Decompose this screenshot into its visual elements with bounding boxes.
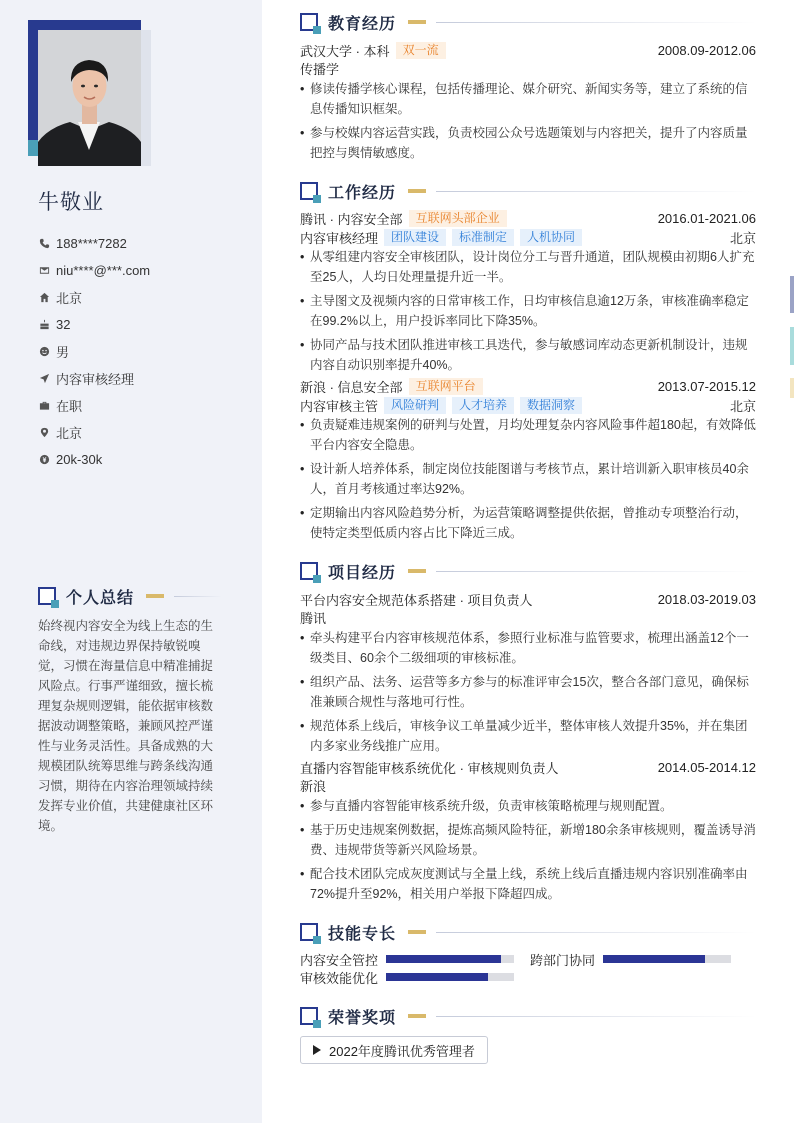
award-badge — [300, 1036, 488, 1064]
job-block — [300, 209, 756, 379]
project-period: 2018.03-2019.03 — [657, 592, 756, 607]
gender-icon — [38, 346, 50, 358]
job-header — [300, 209, 756, 228]
list-item: • 协同产品与技术团队推进审核工具迭代，参与敏感词库动态更新机制设计，违规内容自动识别率提升40%。 — [300, 335, 756, 375]
section-square-icon — [38, 587, 56, 605]
salary-icon — [38, 454, 50, 466]
education-period: 2008.09-2012.06 — [657, 43, 756, 58]
education-block — [300, 41, 756, 167]
list-item: • 设计新人培养体系，制定岗位技能图谱与考核节点，累计培训新入职审核员40余人，首月考核通过率达92%。 — [300, 459, 756, 499]
send-icon — [38, 373, 50, 385]
avatar-illustration — [38, 30, 141, 166]
skill-name: 内容安全管控 — [300, 952, 379, 968]
project-period: 2014.05-2014.12 — [657, 760, 756, 775]
summary-section-title: 个人总结 — [38, 586, 222, 606]
company-name: 腾讯 · 内容安全部 — [300, 212, 403, 227]
section-square-icon — [300, 923, 318, 941]
school-name: 武汉大学 · 本科 — [300, 44, 390, 59]
location-icon — [38, 427, 50, 439]
edge-mark — [790, 327, 794, 365]
info-salary: 20k-30k — [38, 446, 150, 473]
list-item: • 负责疑难违规案例的研判与处置，月均处理复杂内容风险事件超180起，有效降低平台内容安全隐患。 — [300, 415, 756, 455]
education-section-title: 教育经历 — [300, 12, 756, 32]
info-residence: 北京 — [38, 284, 150, 311]
list-item: • 修读传播学核心课程，包括传播理论、媒介研究、新闻实务等，建立了系统的信息传播知识框架。 — [300, 79, 756, 119]
skill-tag: 人机协同 — [520, 229, 582, 246]
info-job-target: 内容审核经理 — [38, 365, 150, 392]
info-location: 北京 — [38, 419, 150, 446]
contact-info-list — [38, 230, 150, 473]
mail-icon — [38, 265, 50, 277]
job-header — [300, 377, 756, 396]
job-role: 内容审核主管 — [300, 399, 379, 414]
skill-tag: 人才培养 — [452, 397, 514, 414]
project-header — [300, 590, 756, 609]
sidebar — [0, 0, 262, 1123]
list-item: • 参与校媒内容运营实践，负责校园公众号选题策划与内容把关，提升了内容质量把控与舆情敏感度。 — [300, 123, 756, 163]
skill-bar — [603, 955, 731, 963]
list-item: • 定期输出内容风险趋势分析，为运营策略调整提供依据，曾推动专项整治行动，使特定类型低质内容占比下降近三成。 — [300, 503, 756, 543]
job-role-row — [300, 228, 756, 247]
section-square-icon — [300, 562, 318, 580]
project-block — [300, 590, 756, 760]
list-item: • 从零组建内容安全审核团队，设计岗位分工与晋升通道，团队规模由初期6人扩充至25人，人均日处理量提升近一半。 — [300, 247, 756, 287]
summary-text: 始终视内容安全为线上生态的生命线，对违规边界保持敏锐嗅觉，习惯在海量信息中精准捕捉风险点。行事严谨细致，擅长梳理复杂规则逻辑，能依据审核数据波动调整策略，兼顾风控严谨性与业务灵活性。具备成熟的大规模团队统筹思维与跨条线沟通习惯，期待在内容治理领域持续发挥专业价值，共建健康社区环境。 — [38, 619, 214, 833]
project-org: 腾讯 — [300, 611, 327, 626]
job-role: 内容审核经理 — [300, 231, 379, 246]
job-period: 2013.07-2015.12 — [657, 379, 756, 394]
honors-section-title: 荣誉奖项 — [300, 1006, 756, 1026]
cake-icon — [38, 319, 50, 331]
skill-name: 审核效能优化 — [300, 970, 379, 986]
award-name: 2022年度腾讯优秀管理者 — [329, 1043, 475, 1059]
skill-bar — [386, 973, 514, 981]
info-gender: 男 — [38, 338, 150, 365]
skill-bar — [386, 955, 514, 963]
project-name: 平台内容安全规范体系搭建 · 项目负责人 — [300, 593, 533, 608]
education-bullets — [300, 79, 756, 163]
section-square-icon — [300, 1007, 318, 1025]
phone-icon — [38, 238, 50, 250]
home-icon — [38, 292, 50, 304]
skill-tag: 团队建设 — [384, 229, 446, 246]
list-item: • 参与直播内容智能审核系统升级，负责审核策略梳理与规则配置。 — [300, 796, 756, 816]
project-org: 新浪 — [300, 779, 327, 794]
list-item: • 主导图文及视频内容的日常审核工作，日均审核信息逾12万条，审核准确率稳定在99.2%以上，用户投诉率同比下降35%。 — [300, 291, 756, 331]
major: 传播学 — [300, 62, 340, 77]
job-role-row — [300, 396, 756, 415]
list-item: • 基于历史违规案例数据，提炼高频风险特征，新增180余条审核规则，覆盖诱导消费、违规带货等新兴风险场景。 — [300, 820, 756, 860]
project-header — [300, 758, 756, 777]
work-section-title: 工作经历 — [300, 181, 756, 201]
job-bullets — [300, 247, 756, 375]
skill-tag: 数据洞察 — [520, 397, 582, 414]
list-item: • 配合技术团队完成灰度测试与全量上线，系统上线后直播违规内容识别准确率由72%提升至92%，相关用户举报下降超四成。 — [300, 864, 756, 904]
briefcase-icon — [38, 400, 50, 412]
company-tag: 互联网头部企业 — [409, 210, 507, 227]
skill-item — [300, 950, 514, 968]
skill-item — [530, 950, 731, 968]
info-status: 在职 — [38, 392, 150, 419]
education-header — [300, 41, 756, 60]
job-city: 北京 — [729, 399, 756, 414]
section-square-icon — [300, 182, 318, 200]
candidate-name: 牛敬业 — [38, 191, 104, 214]
info-email: niu****@***.com — [38, 257, 150, 284]
edge-mark — [790, 276, 794, 313]
project-block — [300, 758, 756, 908]
skill-item — [300, 968, 514, 986]
project-bullets — [300, 796, 756, 904]
job-city: 北京 — [729, 231, 756, 246]
edge-mark — [790, 378, 794, 398]
play-triangle-icon — [313, 1045, 321, 1055]
company-name: 新浪 · 信息安全部 — [300, 380, 403, 395]
job-block — [300, 377, 756, 547]
project-name: 直播内容智能审核系统优化 · 审核规则负责人 — [300, 761, 559, 776]
section-square-icon — [300, 13, 318, 31]
skills-section-title: 技能专长 — [300, 922, 756, 942]
company-tag: 互联网平台 — [409, 378, 483, 395]
avatar-frame — [28, 20, 151, 166]
skill-tag: 风险研判 — [384, 397, 446, 414]
school-tag: 双一流 — [396, 42, 446, 59]
job-bullets — [300, 415, 756, 543]
job-period: 2016.01-2021.06 — [657, 211, 756, 226]
skill-name: 跨部门协同 — [530, 952, 596, 968]
info-age: 32 — [38, 311, 150, 338]
list-item: • 牵头构建平台内容审核规范体系，参照行业标准与监管要求，梳理出涵盖12个一级类目、60余个二级细项的审核标准。 — [300, 628, 756, 668]
list-item: • 规范体系上线后，审核争议工单量减少近半，整体审核人效提升35%，并在集团内多家业务线推广应用。 — [300, 716, 756, 756]
info-phone: 188****7282 — [38, 230, 150, 257]
projects-section-title: 项目经历 — [300, 561, 756, 581]
project-bullets — [300, 628, 756, 756]
avatar — [38, 30, 141, 166]
list-item: • 组织产品、法务、运营等多方参与的标准评审会15次，整合各部门意见，确保标准兼顾合规性与落地可行性。 — [300, 672, 756, 712]
skill-tag: 标准制定 — [452, 229, 514, 246]
